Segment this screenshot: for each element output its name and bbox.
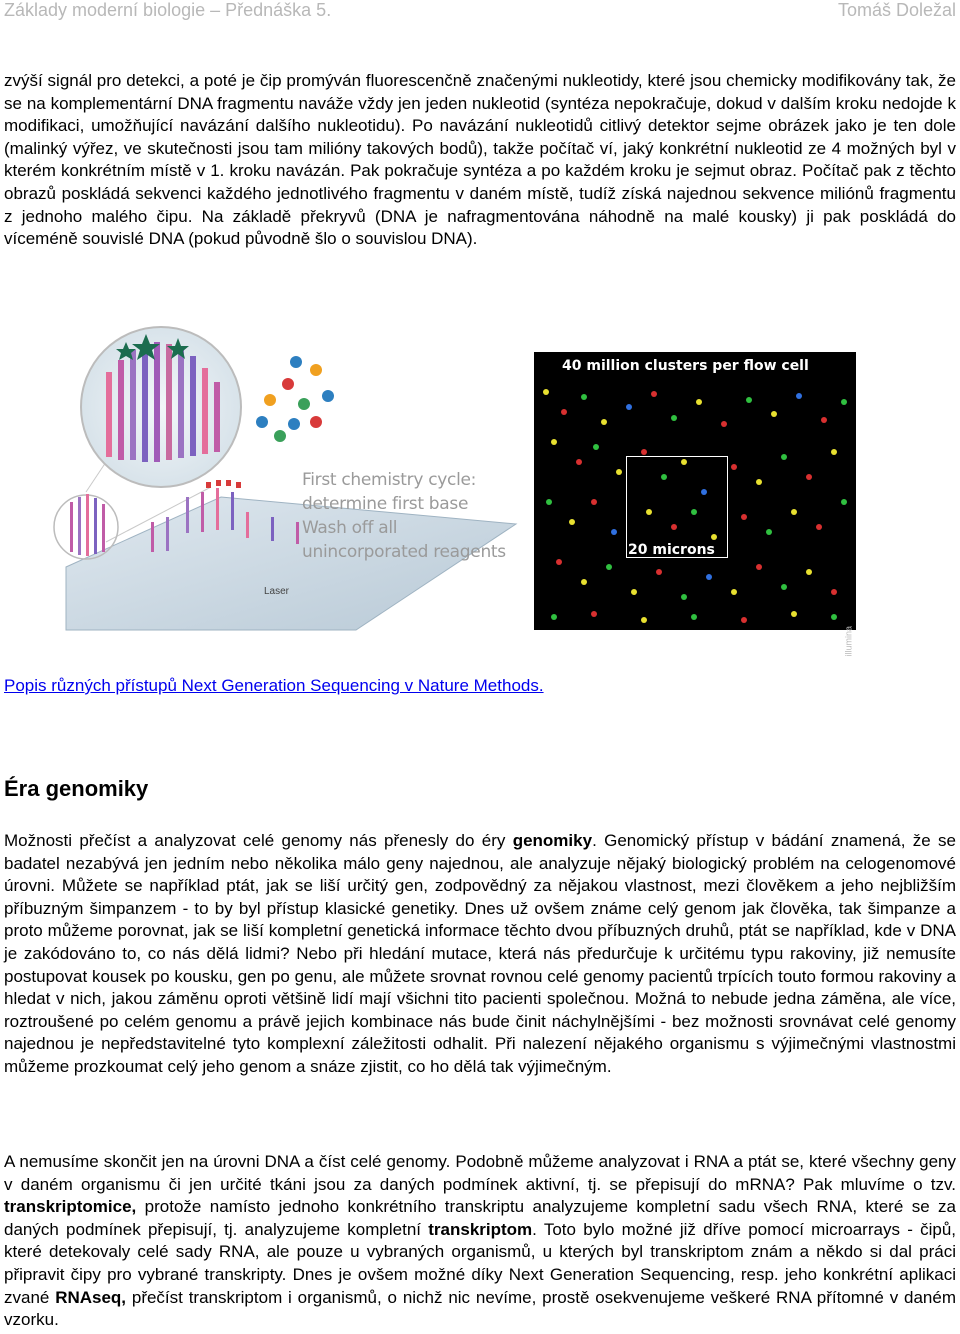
- paragraph-genomics: [4, 830, 956, 1079]
- header-author: Tomáš Doležal: [837, 0, 956, 20]
- caption-line-4: unincorporated reagents: [302, 542, 506, 562]
- text-segment: . Genomický přístup v bádání znamená, že se badatel nezabývá jen jedním nebo několika málo geny najednou, ale analyzuje nějaký biologický problém na celogenomové úrovni. Můžete se například ptát, jak se liší určitý gen, zodpovědný za nějakou vlastnost, mezi člověkem a jeho nejbližším příbuzným šimpanzem - to by byl přístup klasické genetiky. Dnes už ovšem známe celý genom jak člověka, tak šimpanze a proto můžeme porovnat, jak se liší kompletní genetická informace těchto dvou příbuzných druhů, ptát se například, kde v DNA je zakódováno to, co nás dělá lidmi? Nebo při hledání mutace, která nás předurčuje k určitému typu rakoviny, již nemusíte postupovat kousek po kousku, gen po genu, ale můžete srovnat rovnou celé genomy pacientů trpících touto formou rakoviny a hledat v nich, jakou záměnu oproti většině lidí mají všichni tito pacienti společnou. Možná to nebude jedna záměna, ale více, roztroušené po celém genomu a právě jejich kombinace nás bude činit náchylnějšími - bez možnosti srovnávat celé genomy najednou je nepředstavitelné tyto komplexní záležitosti odhalit. Při nalezení nějakého organismu s výjimečnými vlastnostmi můžeme prozkoumat celý jeho genom a snáze zjistit, co ho dělá tak výjimečným.: [4, 831, 956, 1076]
- bold-term: transkriptomice,: [4, 1197, 137, 1217]
- caption-line-2: determine first base: [302, 494, 469, 514]
- nature-methods-link[interactable]: Popis různých přístupů Next Generation Sequencing v Nature Methods.: [4, 676, 544, 695]
- flow-cell-illustration: [66, 312, 516, 630]
- section-heading: Éra genomiky: [4, 776, 149, 801]
- page-header: [0, 0, 960, 24]
- bold-term: transkriptom: [428, 1219, 533, 1239]
- paragraph-sequencing: zvýší signál pro detekci, a poté je čip promýván fluorescenčně značenými nukleotidy, které jsou chemicky modifikovány tak, že se na komplementární DNA fragmentu naváže vždy jen jeden nukleotid (syntéza nepokračuje, dokud v dalším kroku nedojde k modifikaci, umožňující navázání dalšího nukleotidu). Po navázání nukleotidů citlivý detektor sejme obrázek jako je ten dole (malinký výřez, ve skutečnosti jsou tam milióny takových bodů), takže počítač ví, jaký konkrétní nukleotid ze 4 možných byl v kterém konkrétním místě v 1. kroku navázán. Pak pokračuje syntéza a po každém kroku je sejmut obraz. Počítač pak z těchto obrazů poskládá sekvenci každého jednotlivého fragmentu v daném místě, tudíž získá najednou sekvence miliónů fragmentu z jednoho malého čipu. Na základě překryvů (DNA je nafragmentována náhodně na malé kousky) ji pak poskládá do víceméně souvislé DNA (pokud původně šlo o souvislou DNA).: [4, 71, 956, 249]
- microscopy-image: [534, 352, 856, 657]
- sequencing-figure: [66, 312, 856, 657]
- caption-line-3: Wash off all: [302, 518, 398, 538]
- header-title: Základy moderní biologie – Přednáška 5.: [4, 0, 332, 20]
- bound-nucleotides: [206, 480, 241, 488]
- text-segment: . Toto bylo možné již dříve pomocí microarrays - čipů, které detekovaly celé sady RNA, ale pouze u vybraných organismů, u kterých byl transkriptom znám a někdo si dal práci připravit čipy pro vybrané transkripty. Dnes je ovšem možné díky Next Generation Sequencing, resp. jeho konkrétní aplikaci zvané: [4, 1219, 957, 1307]
- bold-term: genomiky: [512, 831, 593, 850]
- micro-title: 40 million clusters per flow cell: [562, 358, 809, 374]
- bold-term: RNAseq,: [55, 1287, 127, 1307]
- paragraph-transcriptomics: [4, 1151, 956, 1332]
- brand-logo: illumina: [844, 626, 854, 657]
- nucleotide-icons: [256, 356, 334, 442]
- micro-scale: 20 microns: [628, 542, 715, 558]
- laser-label: Laser: [264, 586, 290, 597]
- text-segment: Možnosti přečíst a analyzovat celé genomy nás přenesly do éry: [4, 831, 513, 850]
- caption-line-1: First chemistry cycle:: [302, 470, 477, 490]
- text-segment: A nemusíme skončit jen na úrovni DNA a číst celé genomy. Podobně můžeme analyzovat i RNA a ptát se, které všechny geny v daném organismu či jen určité tkáni jsou za daných podmínek aktivní, tj. se přepisují do mRNA? Pak mluvíme o tzv.: [4, 1152, 956, 1194]
- text-segment: přečíst transkriptom i organismů, o nichž nic nevíme, prostě osekvenujeme veškeré RNA přítomné v daném vzorku.: [4, 1287, 956, 1330]
- text-segment: protože namísto jednoho konkrétního transkriptu analyzujeme kompletní sadu všech RNA, které se za daných podmínek přepisují, tj. analyzujeme kompletní: [4, 1197, 956, 1239]
